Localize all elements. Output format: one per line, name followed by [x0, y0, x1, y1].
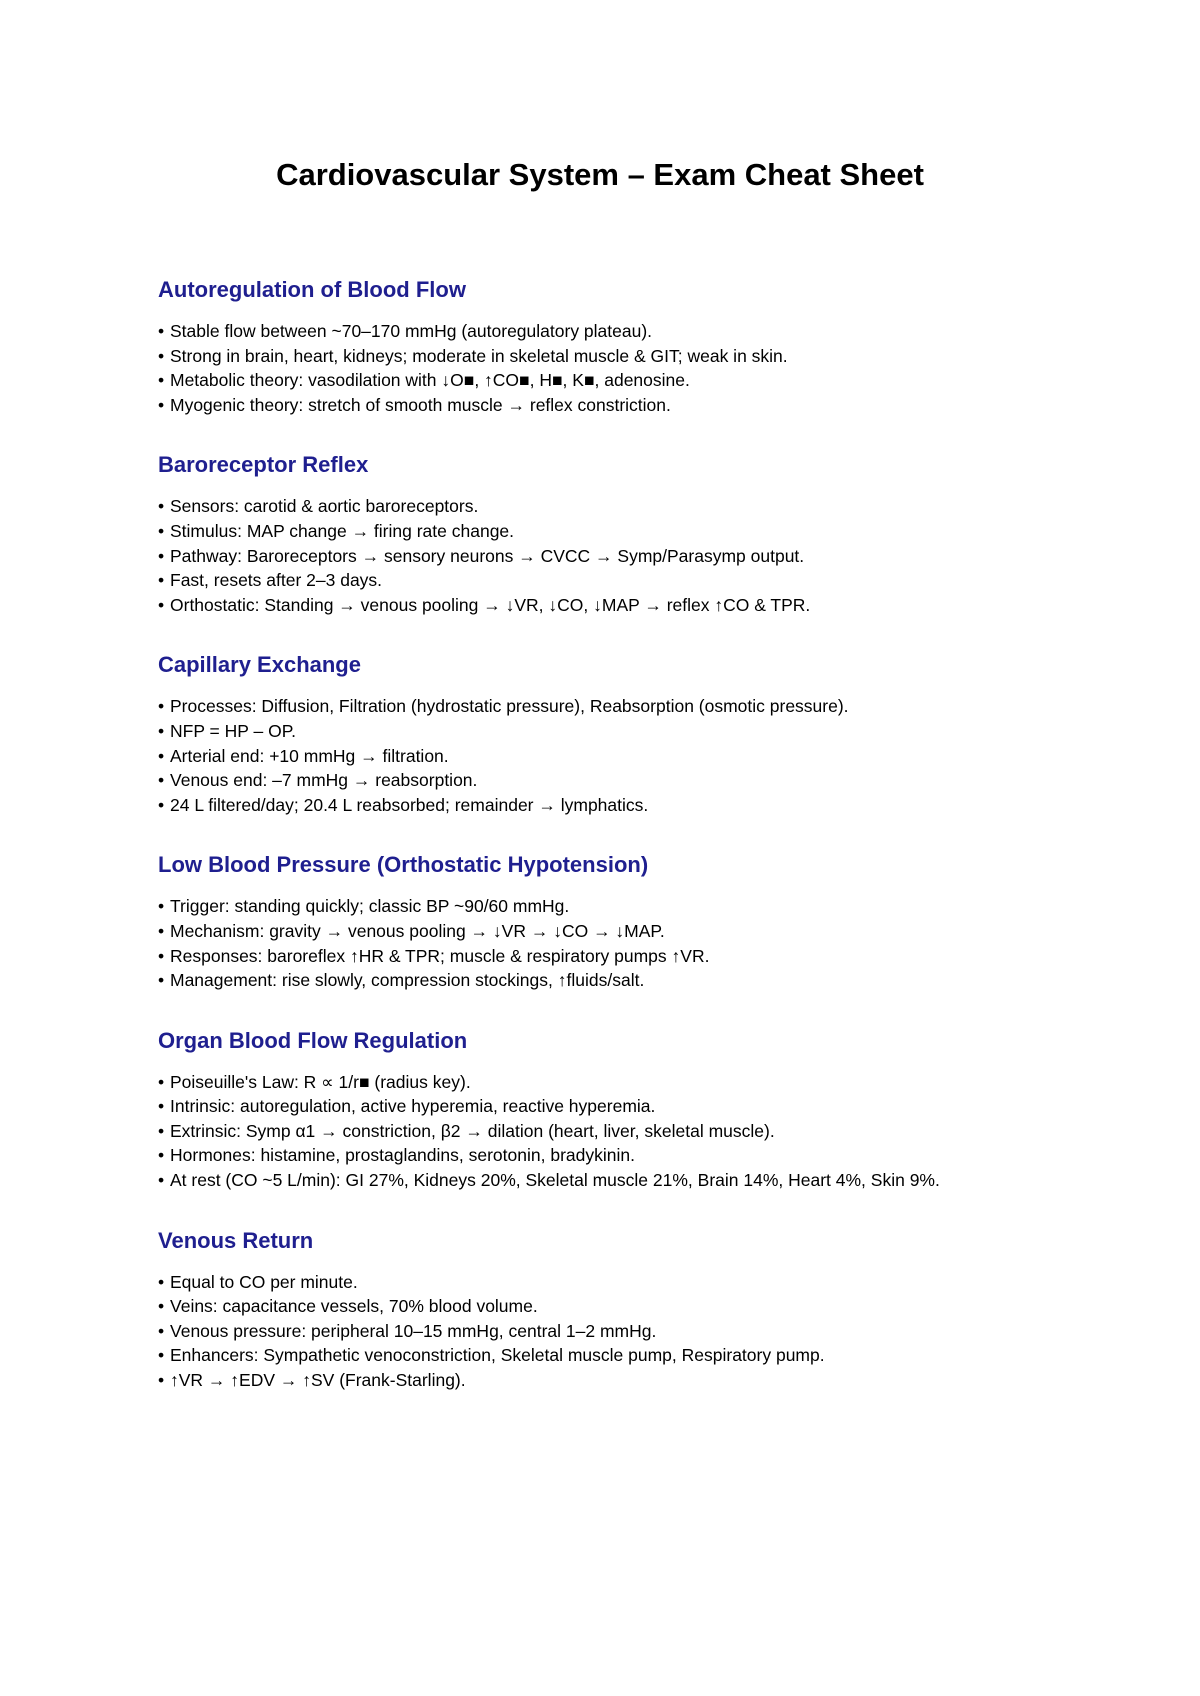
- bullet-icon: •: [158, 1170, 165, 1191]
- bullet-icon: •: [158, 394, 165, 415]
- bullet-text: Responses: baroreflex ↑HR & TPR; muscle & respiratory pumps ↑VR.: [170, 945, 710, 966]
- bullet-list: [158, 1270, 1038, 1393]
- bullet-text: Stable flow between ~70–170 mmHg (autoregulatory plateau).: [170, 321, 653, 341]
- bullet-icon: •: [158, 970, 165, 991]
- section-heading: Autoregulation of Blood Flow: [158, 277, 466, 302]
- bullet-item: [158, 344, 1038, 369]
- bullet-list: [158, 319, 1038, 417]
- bullet-list: [158, 494, 1038, 617]
- document-title: Cardiovascular System – Exam Cheat Sheet: [276, 157, 924, 192]
- section-heading: Organ Blood Flow Regulation: [158, 1027, 468, 1053]
- bullet-item: [158, 768, 1038, 793]
- bullet-icon: •: [158, 1145, 165, 1166]
- bullet-item: [158, 1168, 1038, 1193]
- bullet-text: Fast, resets after 2–3 days.: [170, 570, 383, 591]
- bullet-text: Processes: Diffusion, Filtration (hydrostatic pressure), Reabsorption (osmotic pressure).: [170, 696, 849, 717]
- bullet-icon: •: [158, 321, 165, 341]
- bullet-icon: •: [158, 945, 165, 966]
- bullet-item: [158, 719, 1038, 744]
- bullet-item: [158, 544, 1038, 569]
- bullet-text: Arterial end: +10 mmHg → filtration.: [170, 745, 449, 766]
- bullet-icon: •: [158, 770, 165, 791]
- section-baroreceptor-reflex: [158, 450, 1038, 617]
- bullet-text: At rest (CO ~5 L/min): GI 27%, Kidneys 20%, Skeletal muscle 21%, Brain 14%, Heart 4%, Skin 9%.: [170, 1170, 940, 1191]
- bullet-item: [158, 1270, 1038, 1295]
- bullet-text: Trigger: standing quickly; classic BP ~90/60 mmHg.: [170, 896, 570, 917]
- bullet-item: [158, 1319, 1038, 1344]
- section-heading: Capillary Exchange: [158, 652, 361, 678]
- bullet-icon: •: [158, 520, 165, 541]
- bullet-icon: •: [158, 1096, 165, 1117]
- bullet-item: [158, 568, 1038, 593]
- bullet-icon: •: [158, 545, 165, 566]
- section-heading: Venous Return: [158, 1227, 314, 1253]
- bullet-icon: •: [158, 920, 165, 941]
- bullet-text: Strong in brain, heart, kidneys; moderate in skeletal muscle & GIT; weak in skin.: [170, 345, 788, 366]
- bullet-text: Poiseuille's Law: R ∝ 1/r■ (radius key).: [170, 1071, 471, 1092]
- bullet-text: Equal to CO per minute.: [170, 1271, 358, 1292]
- section-capillary-exchange: [158, 650, 1038, 817]
- bullet-text: Intrinsic: autoregulation, active hyperemia, reactive hyperemia.: [170, 1096, 656, 1117]
- bullet-item: [158, 519, 1038, 544]
- bullet-list: [158, 894, 1038, 992]
- bullet-item: [158, 919, 1038, 944]
- bullet-item: [158, 694, 1038, 719]
- bullet-item: [158, 968, 1038, 993]
- section-heading: Baroreceptor Reflex: [158, 452, 369, 478]
- bullet-item: [158, 1094, 1038, 1119]
- bullet-item: [158, 1143, 1038, 1168]
- bullet-icon: •: [158, 896, 165, 917]
- section-venous-return: [158, 1226, 1038, 1393]
- bullet-text: Pathway: Baroreceptors → sensory neurons → CVCC → Symp/Parasymp output.: [170, 545, 805, 566]
- bullet-text: Mechanism: gravity → venous pooling → ↓VR → ↓CO → ↓MAP.: [170, 920, 665, 941]
- bullet-text: Sensors: carotid & aortic baroreceptors.: [170, 496, 479, 517]
- bullet-list: [158, 694, 1038, 817]
- bullet-text: Venous pressure: peripheral 10–15 mmHg, central 1–2 mmHg.: [170, 1320, 657, 1341]
- bullet-item: [158, 1119, 1038, 1144]
- bullet-icon: •: [158, 1320, 165, 1341]
- bullet-icon: •: [158, 345, 165, 366]
- bullet-text: ↑VR → ↑EDV → ↑SV (Frank-Starling).: [170, 1370, 466, 1391]
- section-autoregulation-of-blood-flow: [158, 275, 1038, 417]
- bullet-text: Hormones: histamine, prostaglandins, serotonin, bradykinin.: [170, 1145, 635, 1166]
- bullet-text: Extrinsic: Symp α1 → constriction, β2 → dilation (heart, liver, skeletal muscle).: [170, 1120, 775, 1141]
- bullet-text: Management: rise slowly, compression stockings, ↑fluids/salt.: [170, 970, 645, 991]
- bullet-list: [158, 1070, 1038, 1193]
- bullet-icon: •: [158, 594, 165, 615]
- section-heading: Low Blood Pressure (Orthostatic Hypotension): [158, 852, 649, 878]
- bullet-item: [158, 1294, 1038, 1319]
- bullet-item: [158, 793, 1038, 818]
- bullet-text: 24 L filtered/day; 20.4 L reabsorbed; remainder → lymphatics.: [170, 794, 649, 815]
- bullet-item: [158, 368, 1038, 393]
- bullet-text: Orthostatic: Standing → venous pooling → ↓VR, ↓CO, ↓MAP → reflex ↑CO & TPR.: [170, 594, 811, 615]
- bullet-text: Venous end: –7 mmHg → reabsorption.: [170, 770, 478, 791]
- bullet-item: [158, 1368, 1038, 1393]
- bullet-icon: •: [158, 1296, 165, 1317]
- bullet-text: Metabolic theory: vasodilation with ↓O■, ↑CO■, H■, K■, adenosine.: [170, 370, 690, 391]
- bullet-icon: •: [158, 370, 165, 391]
- bullet-item: [158, 494, 1038, 519]
- bullet-text: Enhancers: Sympathetic venoconstriction, Skeletal muscle pump, Respiratory pump.: [170, 1345, 825, 1366]
- section-low-blood-pressure-orthostatic-hypotension: [158, 850, 1038, 992]
- bullet-icon: •: [158, 794, 165, 815]
- bullet-icon: •: [158, 1370, 165, 1391]
- bullet-item: [158, 393, 1038, 418]
- bullet-text: NFP = HP – OP.: [170, 720, 296, 741]
- bullet-icon: •: [158, 720, 165, 741]
- document-content: [158, 275, 1038, 1426]
- bullet-item: [158, 944, 1038, 969]
- section-organ-blood-flow-regulation: [158, 1026, 1038, 1193]
- bullet-text: Myogenic theory: stretch of smooth muscle → reflex constriction.: [170, 394, 671, 415]
- bullet-item: [158, 1070, 1038, 1095]
- bullet-icon: •: [158, 570, 165, 591]
- bullet-icon: •: [158, 1345, 165, 1366]
- bullet-item: [158, 593, 1038, 618]
- bullet-item: [158, 744, 1038, 769]
- bullet-item: [158, 894, 1038, 919]
- bullet-icon: •: [158, 1120, 165, 1141]
- bullet-icon: •: [158, 496, 165, 517]
- bullet-icon: •: [158, 1071, 165, 1092]
- bullet-icon: •: [158, 745, 165, 766]
- bullet-item: [158, 1343, 1038, 1368]
- bullet-item: [158, 319, 1038, 344]
- bullet-text: Stimulus: MAP change → firing rate change.: [170, 520, 515, 541]
- bullet-icon: •: [158, 696, 165, 717]
- bullet-text: Veins: capacitance vessels, 70% blood volume.: [170, 1296, 538, 1317]
- bullet-icon: •: [158, 1271, 165, 1292]
